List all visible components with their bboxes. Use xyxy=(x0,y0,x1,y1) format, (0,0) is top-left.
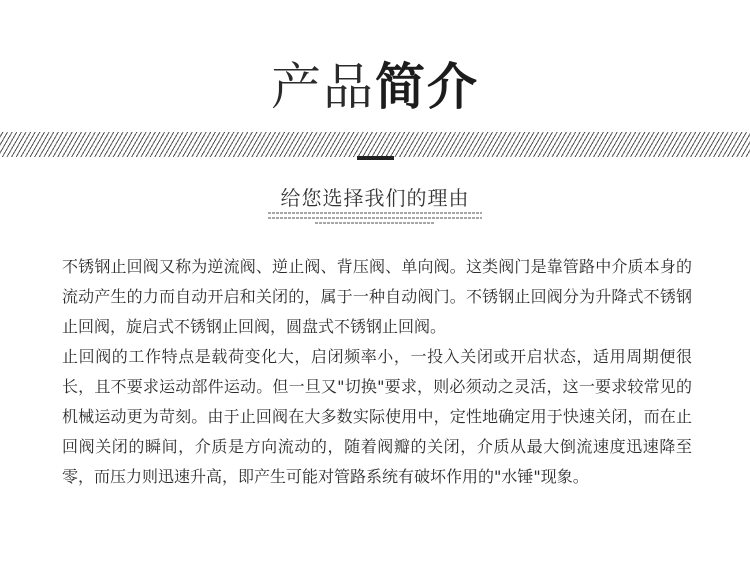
decorative-fine-print xyxy=(268,212,482,227)
title-underline-bar xyxy=(357,156,394,160)
section-subtitle: 给您选择我们的理由 xyxy=(280,186,470,210)
hatch-band-divider xyxy=(0,132,750,157)
description-paragraph: 止回阀的工作特点是载荷变化大，启闭频率小，一投入关闭或开启状态，适用周期便很长，且不要求运动部件运动。但一旦又"切换"要求，则必须动之灵活，这一要求较常见的机械运动更为苛刻。由于止回阀在大多数实际使用中，定性地确定用于快速关闭，而在止回阀关闭的瞬间，介质是方向流动的，随着阀瓣的关闭，介质从最大倒流速度迅速降至零，而压力则迅速升高，即产生可能对管路系统有破坏作用的"水锤"现象。 xyxy=(62,347,692,486)
page-title-light: 产品 xyxy=(271,58,375,116)
fine-print-line xyxy=(268,217,482,219)
fine-print-line xyxy=(268,212,482,214)
description-paragraph: 不锈钢止回阀又称为逆流阀、逆止阀、背压阀、单向阀。这类阀门是靠管路中介质本身的流动产生的力而自动开启和关闭的，属于一种自动阀门。不锈钢止回阀分为升降式不锈钢止回阀，旋启式不锈钢止回阀，圆盘式不锈钢止回阀。 xyxy=(62,257,692,336)
page-title xyxy=(0,58,750,116)
product-description xyxy=(62,252,692,492)
page-title-bold: 简介 xyxy=(375,58,479,116)
fine-print-line xyxy=(315,222,435,224)
